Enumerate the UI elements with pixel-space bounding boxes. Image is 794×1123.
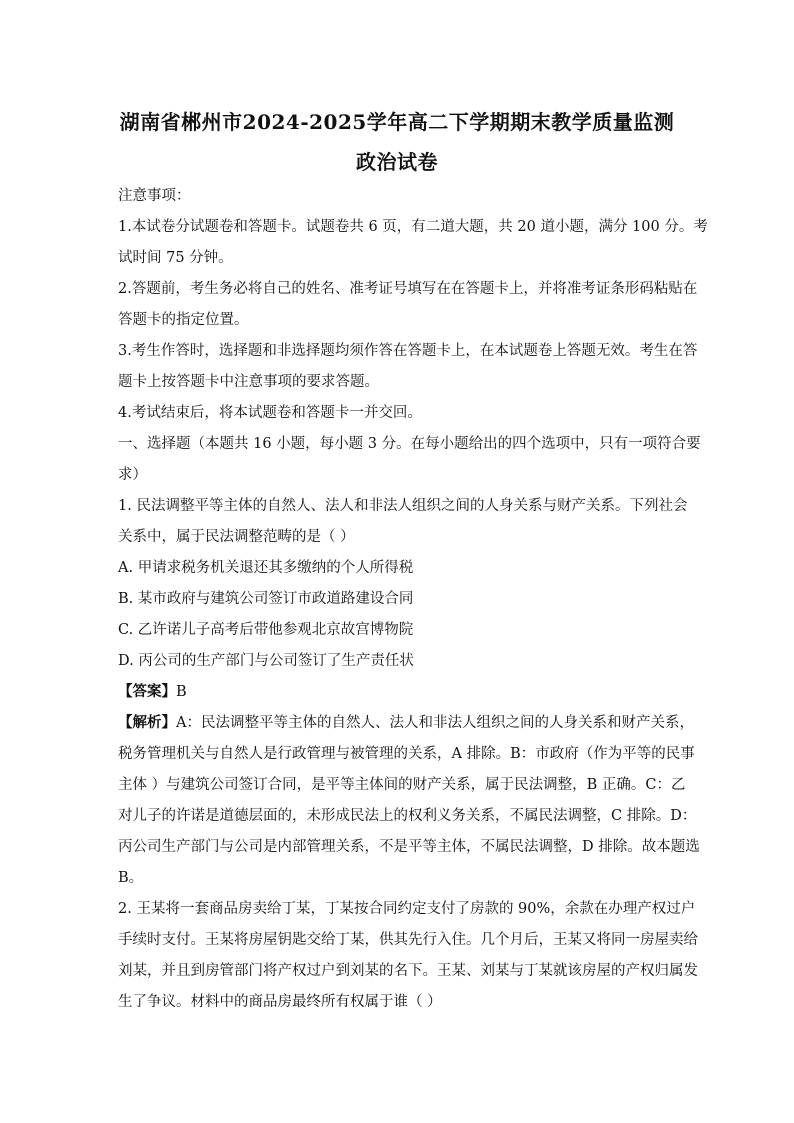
question-1-analysis: B。 bbox=[118, 870, 144, 886]
section-heading-cont: 求） bbox=[118, 467, 147, 483]
notes-line: 题卡上按答题卡中注意事项的要求答题。 bbox=[118, 374, 379, 390]
question-2-stem: 2. 王某将一套商品房卖给丁某，丁某按合同约定支付了房款的 90%，余款在办理产权过户 bbox=[118, 901, 696, 917]
page-subtitle: 政治试卷 bbox=[356, 150, 438, 174]
question-1-analysis: 对儿子的许诺是道德层面的，未形成民法上的权利义务关系，不属民法调整，C 排除。D： bbox=[118, 808, 697, 824]
analysis-text: A：民法调整平等主体的自然人、法人和非法人组织之间的人身关系和财产关系， bbox=[176, 715, 694, 731]
question-2-stem: 刘某，并且到房管部门将产权过户到刘某的名下。王某、刘某与丁某就该房屋的产权归属发 bbox=[118, 963, 698, 979]
analysis-label: 【解析】 bbox=[118, 714, 176, 731]
page-title: 湖南省郴州市2024-2025学年高二下学期期末教学质量监测 bbox=[119, 110, 675, 134]
question-1-option-c: C. 乙许诺儿子高考后带他参观北京故宫博物院 bbox=[118, 622, 414, 638]
answer-label: 【答案】 bbox=[118, 683, 176, 700]
answer-value: B bbox=[176, 684, 187, 700]
question-1-stem: 1. 民法调整平等主体的自然人、法人和非法人组织之间的人身关系与财产关系。下列社会 bbox=[118, 498, 688, 514]
notes-line: 答题卡的指定位置。 bbox=[118, 312, 249, 328]
question-1-analysis: 税务管理机关与自然人是行政管理与被管理的关系，A 排除。B：市政府（作为平等的民事 bbox=[118, 746, 695, 762]
question-2-stem: 生了争议。材料中的商品房最终所有权属于谁（ ） bbox=[118, 994, 442, 1010]
question-1-stem: 关系中，属于民法调整范畴的是（ ） bbox=[118, 529, 355, 545]
notes-line: 4.考试结束后，将本试题卷和答题卡一并交回。 bbox=[118, 405, 422, 421]
question-1-option-a: A. 甲请求税务机关退还其多缴纳的个人所得税 bbox=[118, 560, 414, 576]
notes-line: 2.答题前，考生务必将自己的姓名、准考证号填写在在答题卡上，并将准考证条形码粘贴在 bbox=[118, 281, 698, 297]
notes-line: 试时间 75 分钟。 bbox=[118, 250, 233, 266]
notes-line: 1.本试卷分试题卷和答题卡。试题卷共 6 页，有二道大题，共 20 道小题，满分 100 分。考 bbox=[118, 219, 708, 235]
notes-heading: 注意事项： bbox=[118, 188, 191, 204]
question-1-option-b: B. 某市政府与建筑公司签订市政道路建设合同 bbox=[118, 591, 414, 607]
notes-line: 3.考生作答时，选择题和非选择题均须作答在答题卡上，在本试题卷上答题无效。考生在答 bbox=[118, 343, 698, 359]
question-1-answer bbox=[118, 682, 187, 702]
question-1-analysis: 主体 ）与建筑公司签订合同，是平等主体间的财产关系，属于民法调整，B 正确。C：乙 bbox=[118, 777, 686, 793]
question-1-option-d: D. 丙公司的生产部门与公司签订了生产责任状 bbox=[118, 653, 414, 669]
question-2-stem: 手续时支付。王某将房屋钥匙交给丁某，供其先行入住。几个月后，王某又将同一房屋卖给 bbox=[118, 932, 698, 948]
question-1-analysis: 丙公司生产部门与公司是内部管理关系，不是平等主体，不属民法调整，D 排除。故本题选 bbox=[118, 839, 700, 855]
section-heading: 一、选择题（本题共 16 小题，每小题 3 分。在每小题给出的四个选项中，只有一项符合要 bbox=[118, 436, 701, 452]
question-1-analysis bbox=[118, 713, 694, 733]
